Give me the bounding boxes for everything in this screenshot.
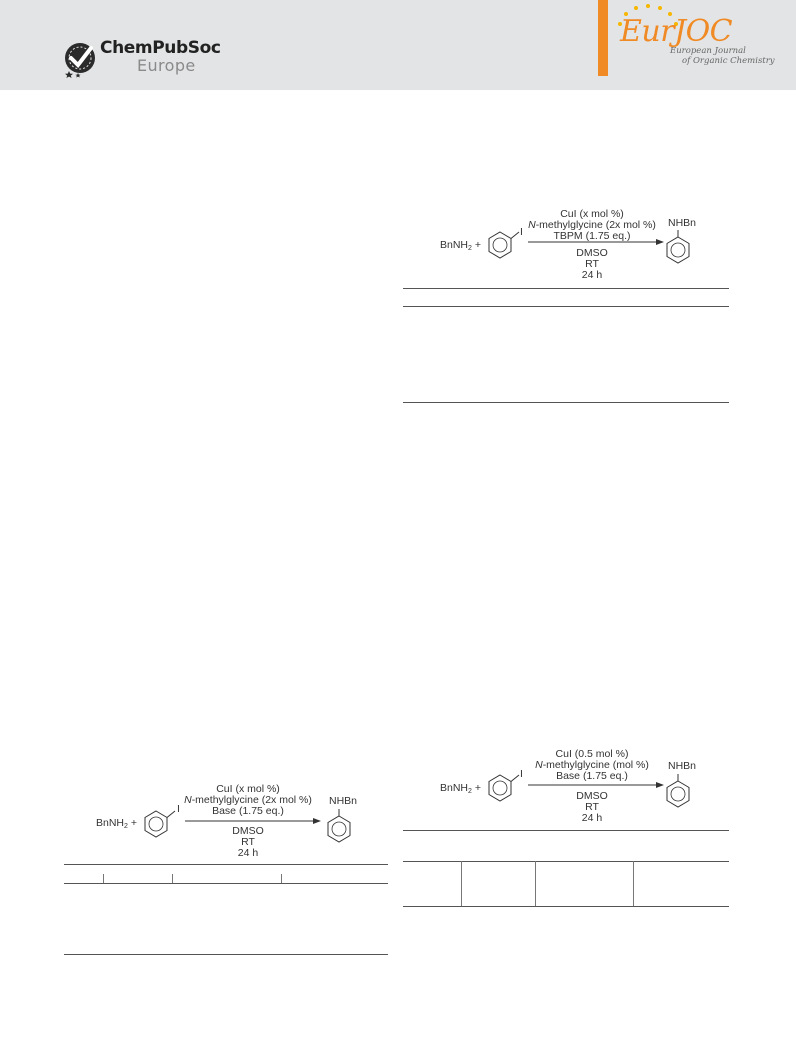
halide-label: I	[177, 803, 180, 815]
table-3-top-rule	[64, 864, 388, 865]
conditions-below: DMSO RT 24 h	[576, 790, 608, 824]
table-2-col-divider-2	[535, 861, 536, 906]
reaction-scheme-2	[400, 745, 730, 830]
table-1-header-rule	[403, 306, 729, 307]
publisher-name: ChemPubSoc	[100, 38, 221, 58]
table-2-col-divider-3	[633, 861, 634, 906]
conditions-above: CuI (x mol %) N-methylglycine (2x mol %) Base (1.75 eq.)	[184, 783, 312, 817]
conditions-below: DMSO RT 24 h	[232, 825, 264, 859]
product-label: NHBn	[329, 795, 358, 807]
table-2-bottom-rule	[403, 906, 729, 907]
table-1-bottom-rule	[403, 402, 729, 403]
halide-label: I	[520, 226, 523, 238]
table-3-header-rule	[64, 883, 388, 884]
table-3-bottom-rule	[64, 954, 388, 955]
journal-subtitle-2: of Organic Chemistry	[682, 56, 775, 66]
table-3-col-divider-1	[103, 874, 104, 883]
table-2-col-divider-1	[461, 861, 462, 906]
reaction-scheme-3	[55, 780, 385, 865]
journal-accent-bar	[598, 0, 608, 76]
table-3-col-divider-2	[172, 874, 173, 883]
table-1-top-rule	[403, 288, 729, 289]
reaction-scheme-1	[400, 200, 730, 300]
journal-title: EurJOC	[620, 14, 733, 49]
chempubsoc-logo-icon	[60, 38, 100, 78]
table-2-top-rule	[403, 830, 729, 831]
conditions-above: CuI (x mol %) N-methylglycine (2x mol %) TBPM (1.75 eq.)	[528, 208, 656, 242]
halide-label: I	[520, 768, 523, 780]
journal-subtitle-1: European Journal	[670, 46, 746, 56]
table-2-header-rule	[403, 861, 729, 862]
product-label: NHBn	[668, 760, 697, 772]
page-header	[0, 0, 796, 90]
conditions-above: CuI (0.5 mol %) N-methylglycine (mol %) Base (1.75 eq.)	[535, 748, 649, 782]
reactant-amine: BnNH$_2$ +	[440, 782, 481, 795]
table-3-col-divider-3	[281, 874, 282, 883]
publisher-region: Europe	[137, 56, 196, 75]
conditions-below: DMSO RT 24 h	[576, 247, 608, 281]
product-label: NHBn	[668, 217, 697, 229]
reactant-amine: BnNH$_2$ +	[96, 817, 137, 830]
reactant-amine: BnNH$_2$ +	[440, 239, 481, 252]
